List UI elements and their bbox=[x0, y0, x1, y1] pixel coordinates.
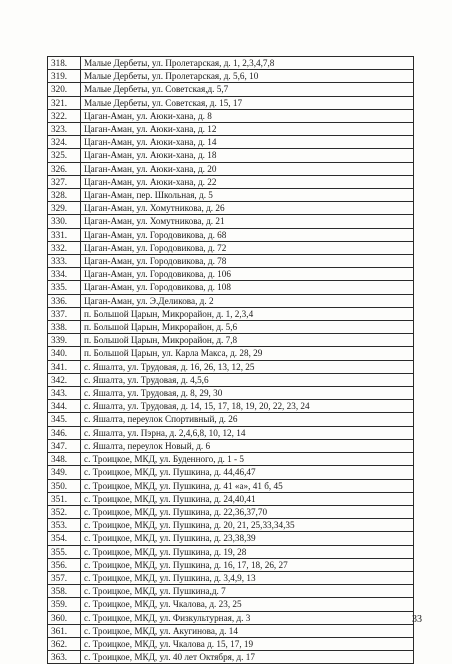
row-number: 346. bbox=[48, 426, 81, 439]
row-address: с. Троицкое, МКД, ул. Пушкина, д. 22,36,37,70 bbox=[81, 505, 414, 518]
row-number: 353. bbox=[48, 519, 81, 532]
row-address: с. Троицкое, МКД, ул. Пушкина, д. 24,40,41 bbox=[81, 492, 414, 505]
row-number: 347. bbox=[48, 439, 81, 452]
row-number: 363. bbox=[48, 651, 81, 664]
table-row bbox=[48, 241, 414, 254]
address-table-body bbox=[48, 57, 414, 664]
row-number: 333. bbox=[48, 255, 81, 268]
row-number: 361. bbox=[48, 624, 81, 637]
table-row bbox=[48, 413, 414, 426]
row-number: 342. bbox=[48, 373, 81, 386]
table-row bbox=[48, 558, 414, 571]
row-number: 349. bbox=[48, 466, 81, 479]
row-address: Малые Дербеты, ул. Пролетарская, д. 1, 2,3,4,7,8 bbox=[81, 57, 414, 70]
row-number: 358. bbox=[48, 585, 81, 598]
table-row bbox=[48, 360, 414, 373]
row-address: Цаган-Аман, ул. Аюки-хана, д. 18 bbox=[81, 149, 414, 162]
row-address: Цаган-Аман, ул. Аюки-хана, д. 12 bbox=[81, 123, 414, 136]
table-row bbox=[48, 202, 414, 215]
table-row bbox=[48, 637, 414, 650]
table-row bbox=[48, 294, 414, 307]
row-number: 345. bbox=[48, 413, 81, 426]
row-number: 356. bbox=[48, 558, 81, 571]
table-row bbox=[48, 109, 414, 122]
row-number: 320. bbox=[48, 83, 81, 96]
row-address: с. Троицкое, МКД, ул. Пушкина, д. 16, 17, 18, 26, 27 bbox=[81, 558, 414, 571]
row-address: с. Троицкое, МКД, ул. Пушкина, д. 44,46,47 bbox=[81, 466, 414, 479]
table-row bbox=[48, 136, 414, 149]
row-address: Цаган-Аман, ул. Городовикова, д. 106 bbox=[81, 268, 414, 281]
table-row bbox=[48, 426, 414, 439]
table-row bbox=[48, 189, 414, 202]
address-table bbox=[47, 56, 414, 664]
row-address: Цаган-Аман, пер. Школьная, д. 5 bbox=[81, 189, 414, 202]
table-row bbox=[48, 545, 414, 558]
row-address: Цаган-Аман, ул. Хомутникова, д. 26 bbox=[81, 202, 414, 215]
row-number: 359. bbox=[48, 598, 81, 611]
row-number: 323. bbox=[48, 123, 81, 136]
table-row bbox=[48, 624, 414, 637]
row-address: п. Большой Царын, Микрорайон, д. 5,6 bbox=[81, 321, 414, 334]
table-row bbox=[48, 373, 414, 386]
row-address: Цаган-Аман, ул. Аюки-хана, д. 8 bbox=[81, 109, 414, 122]
table-row bbox=[48, 162, 414, 175]
table-row bbox=[48, 334, 414, 347]
row-number: 335. bbox=[48, 281, 81, 294]
table-row bbox=[48, 387, 414, 400]
row-number: 330. bbox=[48, 215, 81, 228]
row-address: с. Троицкое, МКД, ул. Пушкина, д. 23,38,39 bbox=[81, 532, 414, 545]
row-number: 355. bbox=[48, 545, 81, 558]
row-address: с. Троицкое, МКД, ул. 40 лет Октября, д. 17 bbox=[81, 651, 414, 664]
row-number: 318. bbox=[48, 57, 81, 70]
table-row bbox=[48, 228, 414, 241]
row-number: 332. bbox=[48, 241, 81, 254]
row-number: 336. bbox=[48, 294, 81, 307]
row-address: Цаган-Аман, ул. Аюки-хана, д. 14 bbox=[81, 136, 414, 149]
row-number: 338. bbox=[48, 321, 81, 334]
row-number: 352. bbox=[48, 505, 81, 518]
row-number: 339. bbox=[48, 334, 81, 347]
table-row bbox=[48, 123, 414, 136]
row-address: п. Большой Царын, ул. Карла Макса, д. 28, 29 bbox=[81, 347, 414, 360]
table-row bbox=[48, 215, 414, 228]
row-number: 329. bbox=[48, 202, 81, 215]
row-number: 328. bbox=[48, 189, 81, 202]
table-row bbox=[48, 96, 414, 109]
row-address: с. Троицкое, МКД, ул. Буденного, д. 1 - 5 bbox=[81, 453, 414, 466]
row-number: 326. bbox=[48, 162, 81, 175]
row-address: Цаган-Аман, ул. Аюки-хана, д. 22 bbox=[81, 175, 414, 188]
row-number: 337. bbox=[48, 307, 81, 320]
row-address: Цаган-Аман, ул. Аюки-хана, д. 20 bbox=[81, 162, 414, 175]
table-row bbox=[48, 347, 414, 360]
row-number: 334. bbox=[48, 268, 81, 281]
row-number: 348. bbox=[48, 453, 81, 466]
row-address: с. Яшалта, переулок Спортивный, д. 26 bbox=[81, 413, 414, 426]
row-address: с. Троицкое, МКД, ул. Пушкина, д. 3,4,9, 13 bbox=[81, 571, 414, 584]
row-address: Цаган-Аман, ул. Городовикова, д. 78 bbox=[81, 255, 414, 268]
row-address: с. Яшалта, ул. Трудовая, д. 4,5,6 bbox=[81, 373, 414, 386]
table-row bbox=[48, 479, 414, 492]
row-number: 344. bbox=[48, 400, 81, 413]
row-address: п. Большой Царын, Микрорайон, д. 1, 2,3,4 bbox=[81, 307, 414, 320]
row-address: п. Большой Царын, Микрорайон, д. 7,8 bbox=[81, 334, 414, 347]
row-address: Цаган-Аман, ул. Хомутникова, д. 21 bbox=[81, 215, 414, 228]
row-number: 321. bbox=[48, 96, 81, 109]
table-row bbox=[48, 598, 414, 611]
row-address: Цаган-Аман, ул. Э.Деликова, д. 2 bbox=[81, 294, 414, 307]
row-address: с. Яшалта, ул. Трудовая, д. 14, 15, 17, 18, 19, 20, 22, 23, 24 bbox=[81, 400, 414, 413]
table-row bbox=[48, 255, 414, 268]
row-number: 324. bbox=[48, 136, 81, 149]
row-address: Цаган-Аман, ул. Городовикова, д. 72 bbox=[81, 241, 414, 254]
table-row bbox=[48, 175, 414, 188]
row-address: Малые Дербеты, ул. Пролетарская, д. 5,6, 10 bbox=[81, 70, 414, 83]
table-row bbox=[48, 505, 414, 518]
table-row bbox=[48, 492, 414, 505]
row-number: 341. bbox=[48, 360, 81, 373]
row-number: 351. bbox=[48, 492, 81, 505]
table-row bbox=[48, 571, 414, 584]
row-address: с. Яшалта, переулок Новый, д. 6 bbox=[81, 439, 414, 452]
table-row bbox=[48, 400, 414, 413]
row-address: с. Яшалта, ул. Пэрна, д. 2,4,6,8, 10, 12, 14 bbox=[81, 426, 414, 439]
table-row bbox=[48, 268, 414, 281]
row-number: 331. bbox=[48, 228, 81, 241]
row-address: с. Яшалта, ул. Трудовая, д. 16, 26, 13, 12, 25 bbox=[81, 360, 414, 373]
row-number: 322. bbox=[48, 109, 81, 122]
table-row bbox=[48, 585, 414, 598]
table-row bbox=[48, 57, 414, 70]
row-address: Малые Дербеты, ул. Советская, д. 15, 17 bbox=[81, 96, 414, 109]
table-row bbox=[48, 149, 414, 162]
row-address: с. Яшалта, ул. Трудовая, д. 8, 29, 30 bbox=[81, 387, 414, 400]
row-number: 354. bbox=[48, 532, 81, 545]
table-row bbox=[48, 532, 414, 545]
row-address: с. Троицкое, МКД, ул. Чкалова д. 15, 17, 19 bbox=[81, 637, 414, 650]
row-address: с. Троицкое, МКД, ул. Пушкина, д. 19, 28 bbox=[81, 545, 414, 558]
row-number: 327. bbox=[48, 175, 81, 188]
table-row bbox=[48, 321, 414, 334]
row-address: Цаган-Аман, ул. Городовикова, д. 108 bbox=[81, 281, 414, 294]
row-number: 360. bbox=[48, 611, 81, 624]
row-number: 325. bbox=[48, 149, 81, 162]
row-number: 362. bbox=[48, 637, 81, 650]
table-row bbox=[48, 70, 414, 83]
row-address: Цаган-Аман, ул. Городовикова, д. 68 bbox=[81, 228, 414, 241]
row-address: с. Троицкое, МКД, ул. Акугинова, д. 14 bbox=[81, 624, 414, 637]
row-address: с. Троицкое, МКД, ул. Пушкина, д. 20, 21, 25,33,34,35 bbox=[81, 519, 414, 532]
page-number: 33 bbox=[412, 614, 422, 625]
row-number: 357. bbox=[48, 571, 81, 584]
table-row bbox=[48, 611, 414, 624]
table-row bbox=[48, 307, 414, 320]
row-number: 340. bbox=[48, 347, 81, 360]
table-row bbox=[48, 651, 414, 664]
row-number: 319. bbox=[48, 70, 81, 83]
table-row bbox=[48, 466, 414, 479]
row-address: с. Троицкое, МКД, ул. Пушкина,д. 7 bbox=[81, 585, 414, 598]
row-address: с. Троицкое, МКД, ул. Физкультурная, д. 3 bbox=[81, 611, 414, 624]
table-row bbox=[48, 519, 414, 532]
row-number: 350. bbox=[48, 479, 81, 492]
row-address: с. Троицкое, МКД, ул. Чкалова, д. 23, 25 bbox=[81, 598, 414, 611]
row-address: Малые Дербеты, ул. Советская,д. 5,7 bbox=[81, 83, 414, 96]
table-row bbox=[48, 83, 414, 96]
row-number: 343. bbox=[48, 387, 81, 400]
table-row bbox=[48, 281, 414, 294]
table-row bbox=[48, 439, 414, 452]
table-row bbox=[48, 453, 414, 466]
row-address: с. Троицкое, МКД, ул. Пушкина, д. 41 «а», 41 б, 45 bbox=[81, 479, 414, 492]
